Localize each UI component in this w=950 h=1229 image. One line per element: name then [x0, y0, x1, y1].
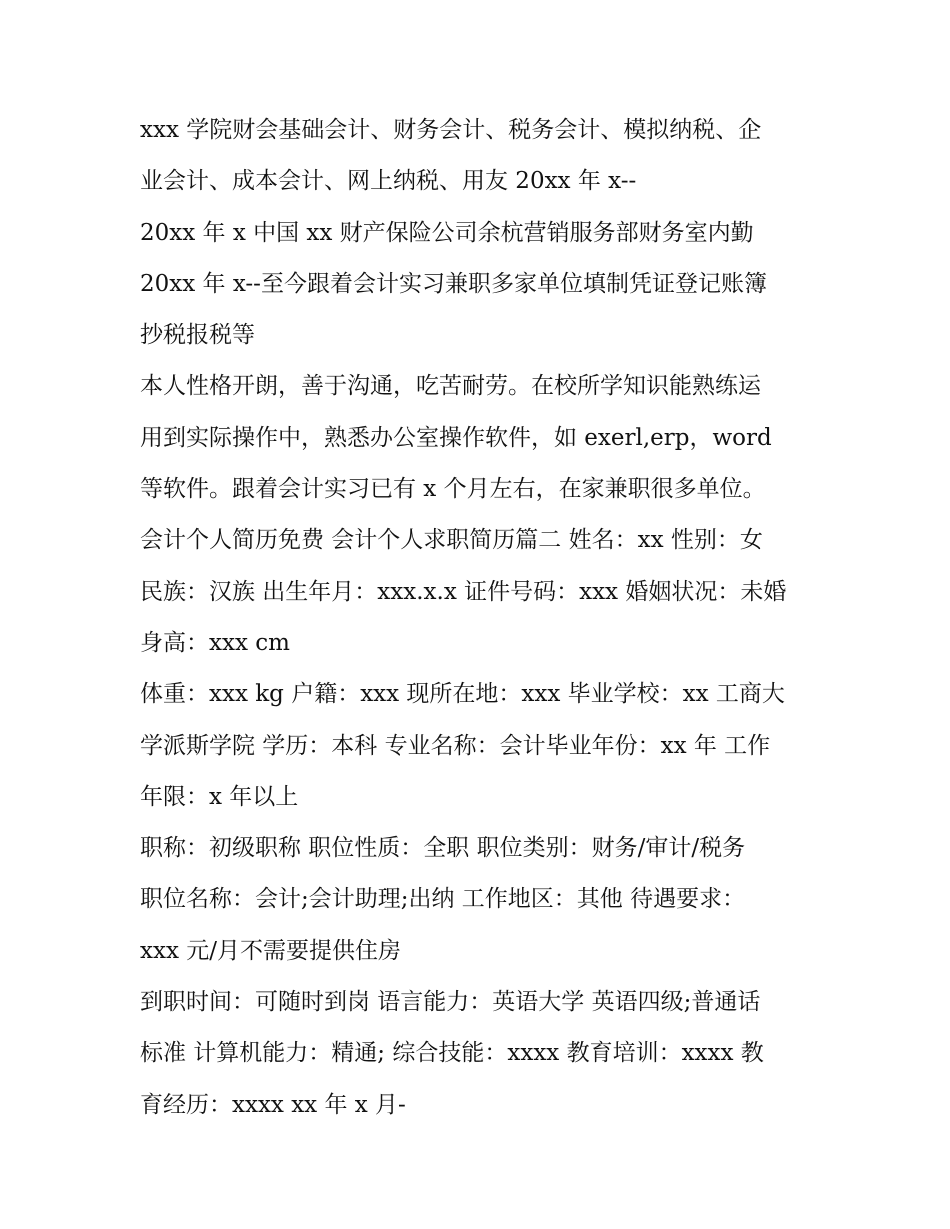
text-line: 20xx 年 x--至今跟着会计实习兼职多家单位填制凭证登记账簿 — [140, 270, 767, 297]
text-line: 年限：x 年以上 — [140, 783, 299, 810]
text-line: xxx 学院财会基础会计、财务会计、税务会计、模拟纳税、企 — [140, 117, 762, 143]
document-body — [140, 105, 830, 1131]
text-line: 会计个人简历免费 会计个人求职简历篇二 姓名：xx 性别：女 — [140, 527, 763, 554]
text-line: 育经历：xxxx xx 年 x 月- — [140, 1091, 406, 1118]
text-line: 职位名称：会计;会计助理;出纳 工作地区：其他 待遇要求： — [140, 886, 746, 913]
text-line: 学派斯学院 学历：本科 专业名称：会计毕业年份：xx 年 工作 — [140, 732, 771, 759]
text-line: 标准 计算机能力：精通; 综合技能：xxxx 教育培训：xxxx 教 — [140, 1040, 764, 1067]
text-line: 身高：xxx cm — [140, 629, 290, 656]
text-line: 到职时间：可随时到岗 语言能力：英语大学 英语四级;普通话 — [140, 989, 761, 1016]
text-line: 民族：汉族 出生年月：xxx.x.x 证件号码：xxx 婚姻状况：未婚 — [140, 578, 787, 605]
text-line: 本人性格开朗，善于沟通，吃苦耐劳。在校所学知识能熟练运 — [140, 373, 761, 400]
text-line: 职称：初级职称 职位性质：全职 职位类别：财务/审计/税务 — [140, 835, 746, 862]
text-line: 业会计、成本会计、网上纳税、用友 20xx 年 x-- — [140, 168, 637, 195]
text-line: 抄税报税等 — [140, 322, 255, 349]
text-line: 等软件。跟着会计实习已有 x 个月左右，在家兼职很多单位。 — [140, 476, 766, 503]
text-line: xxx 元/月不需要提供住房 — [140, 937, 401, 964]
text-line: 用到实际操作中，熟悉办公室操作软件，如 exerl,erp，word — [140, 424, 772, 451]
text-line: 20xx 年 x 中国 xx 财产保险公司余杭营销服务部财务室内勤 — [140, 219, 754, 246]
text-line: 体重：xxx kg 户籍：xxx 现所在地：xxx 毕业学校：xx 工商大 — [140, 681, 785, 708]
